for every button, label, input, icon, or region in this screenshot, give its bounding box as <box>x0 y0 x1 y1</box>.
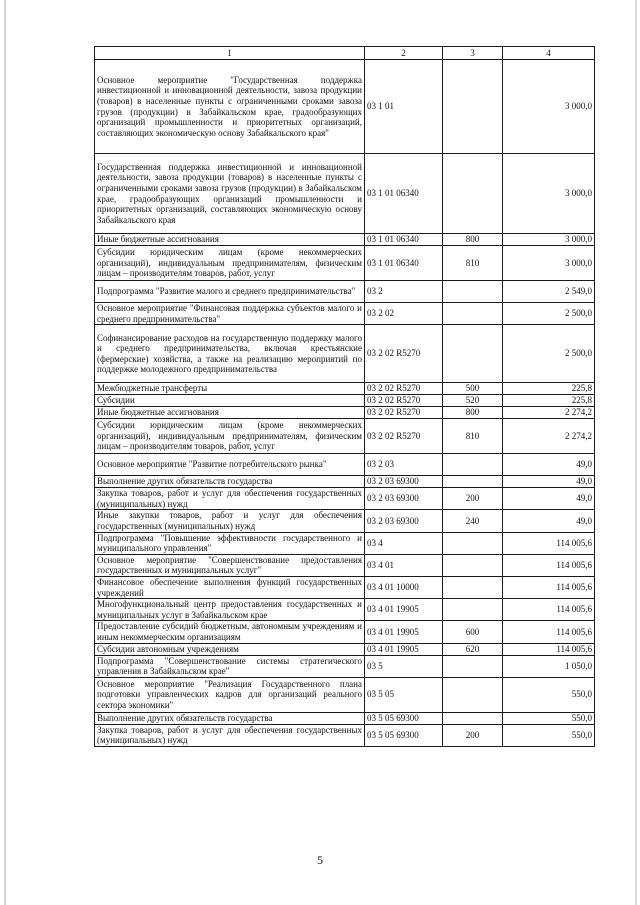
row-expense-type: 810 <box>443 246 503 281</box>
table-body <box>95 60 595 747</box>
row-expense-type <box>443 476 503 488</box>
row-amount: 2 500,0 <box>503 325 595 383</box>
row-code: 03 4 01 19905 <box>365 599 443 621</box>
row-code: 03 4 01 19905 <box>365 643 443 655</box>
row-code: 03 2 03 69300 <box>365 476 443 488</box>
row-expense-type <box>443 677 503 712</box>
budget-table <box>94 46 595 747</box>
row-expense-type <box>443 60 503 154</box>
header-col-3: 3 <box>443 47 503 60</box>
row-code: 03 1 01 06340 <box>365 234 443 246</box>
row-expense-type <box>443 454 503 476</box>
header-col-4: 4 <box>503 47 595 60</box>
row-amount: 550,0 <box>503 677 595 712</box>
row-name: Иные бюджетные ассигнования <box>95 407 365 419</box>
row-expense-type <box>443 712 503 724</box>
row-code: 03 1 01 06340 <box>365 154 443 234</box>
row-expense-type: 800 <box>443 234 503 246</box>
table-row <box>95 303 595 325</box>
row-expense-type: 500 <box>443 383 503 395</box>
row-expense-type <box>443 281 503 303</box>
row-expense-type <box>443 303 503 325</box>
table-row <box>95 655 595 677</box>
row-amount: 3 000,0 <box>503 154 595 234</box>
row-code: 03 2 03 69300 <box>365 510 443 532</box>
row-amount: 49,0 <box>503 510 595 532</box>
header-col-2: 2 <box>365 47 443 60</box>
table-row <box>95 532 595 554</box>
table-row <box>95 383 595 395</box>
table-row <box>95 576 595 598</box>
table-row <box>95 554 595 576</box>
scan-edge-right <box>635 0 637 905</box>
row-expense-type <box>443 576 503 598</box>
row-name: Субсидии автономным учреждениям <box>95 643 365 655</box>
row-code: 03 5 05 69300 <box>365 712 443 724</box>
row-name: Выполнение других обязательств государства <box>95 476 365 488</box>
row-expense-type: 200 <box>443 724 503 746</box>
row-amount: 2 500,0 <box>503 303 595 325</box>
row-code: 03 2 03 <box>365 454 443 476</box>
table-row <box>95 395 595 407</box>
scan-edge-left <box>4 0 6 905</box>
table-row <box>95 510 595 532</box>
row-name: Закупка товаров, работ и услуг для обеспечения государственных (муниципальных) нужд <box>95 724 365 746</box>
row-code: 03 2 02 R5270 <box>365 395 443 407</box>
row-code: 03 1 01 <box>365 60 443 154</box>
row-expense-type <box>443 532 503 554</box>
table-row <box>95 154 595 234</box>
row-name: Субсидии <box>95 395 365 407</box>
row-name: Основное мероприятие "Финансовая поддержка субъектов малого и среднего предпринимательства" <box>95 303 365 325</box>
row-expense-type: 800 <box>443 407 503 419</box>
row-expense-type: 520 <box>443 395 503 407</box>
row-amount: 2 274,2 <box>503 407 595 419</box>
row-expense-type <box>443 599 503 621</box>
row-amount: 114 005,6 <box>503 532 595 554</box>
row-code: 03 2 02 R5270 <box>365 407 443 419</box>
row-amount: 2 549,0 <box>503 281 595 303</box>
row-amount: 114 005,6 <box>503 643 595 655</box>
row-amount: 3 000,0 <box>503 60 595 154</box>
row-code: 03 2 02 R5270 <box>365 383 443 395</box>
row-amount: 114 005,6 <box>503 576 595 598</box>
row-amount: 3 000,0 <box>503 234 595 246</box>
table-row <box>95 724 595 746</box>
row-code: 03 5 05 69300 <box>365 724 443 746</box>
table-row <box>95 643 595 655</box>
table-row <box>95 419 595 454</box>
table-row <box>95 476 595 488</box>
row-code: 03 2 <box>365 281 443 303</box>
row-code: 03 1 01 06340 <box>365 246 443 281</box>
row-expense-type <box>443 325 503 383</box>
table-header-row <box>95 47 595 60</box>
row-name: Закупка товаров, работ и услуг для обеспечения государственных (муниципальных) нужд <box>95 488 365 510</box>
row-name: Иные закупки товаров, работ и услуг для обеспечения государственных (муниципальных) нужд <box>95 510 365 532</box>
row-code: 03 2 02 R5270 <box>365 325 443 383</box>
page-number: 5 <box>317 853 323 867</box>
row-expense-type <box>443 655 503 677</box>
row-amount: 49,0 <box>503 454 595 476</box>
row-name: Иные бюджетные ассигнования <box>95 234 365 246</box>
row-name: Предоставление субсидий бюджетным, автономным учреждениям и иным некоммерческим организациям <box>95 621 365 643</box>
row-name: Многофункциональный центр предоставления государственных и муниципальных услуг в Забайкальском крае <box>95 599 365 621</box>
row-expense-type <box>443 554 503 576</box>
row-code: 03 2 02 R5270 <box>365 419 443 454</box>
table-row <box>95 621 595 643</box>
row-amount: 225,8 <box>503 383 595 395</box>
row-code: 03 4 <box>365 532 443 554</box>
row-expense-type: 240 <box>443 510 503 532</box>
table-row <box>95 325 595 383</box>
row-amount: 3 000,0 <box>503 246 595 281</box>
row-code: 03 4 01 19905 <box>365 621 443 643</box>
table-row <box>95 488 595 510</box>
header-col-1: 1 <box>95 47 365 60</box>
row-name: Основное мероприятие "Совершенствование предоставления государственных и муниципальных услуг" <box>95 554 365 576</box>
row-name: Субсидии юридическим лицам (кроме некоммерческих организаций), индивидуальным предпринимателям, физическим лицам – производителям товаров, работ, услуг <box>95 419 365 454</box>
row-expense-type: 620 <box>443 643 503 655</box>
row-name: Финансовое обеспечение выполнения функций государственных учреждений <box>95 576 365 598</box>
row-name: Подпрограмма "Повышение эффективности государственного и муниципального управления" <box>95 532 365 554</box>
table-row <box>95 246 595 281</box>
row-amount: 114 005,6 <box>503 599 595 621</box>
row-amount: 550,0 <box>503 724 595 746</box>
row-amount: 2 274,2 <box>503 419 595 454</box>
table-row <box>95 60 595 154</box>
table-row <box>95 407 595 419</box>
table-row <box>95 599 595 621</box>
row-name: Основное мероприятие "Развитие потребительского рынка" <box>95 454 365 476</box>
row-code: 03 5 <box>365 655 443 677</box>
row-code: 03 5 05 <box>365 677 443 712</box>
row-expense-type: 600 <box>443 621 503 643</box>
row-amount: 49,0 <box>503 488 595 510</box>
row-name: Субсидии юридическим лицам (кроме некоммерческих организаций), индивидуальным предпринимателям, физическим лицам – производителям товаров, работ, услуг <box>95 246 365 281</box>
row-name: Подпрограмма "Совершенствование системы стратегического управления в Забайкальском крае" <box>95 655 365 677</box>
row-code: 03 2 03 69300 <box>365 488 443 510</box>
row-code: 03 2 02 <box>365 303 443 325</box>
table-row <box>95 712 595 724</box>
row-name: Софинансирование расходов на государственную поддержку малого и среднего предпринимательства, включая крестьянские (фермерские) хозяйства, а также на реализацию мероприятий по поддержке молодежного предпринимательства <box>95 325 365 383</box>
row-name: Межбюджетные трансферты <box>95 383 365 395</box>
row-name: Выполнение других обязательств государства <box>95 712 365 724</box>
row-amount: 114 005,6 <box>503 621 595 643</box>
row-amount: 550,0 <box>503 712 595 724</box>
row-code: 03 4 01 10000 <box>365 576 443 598</box>
row-name: Подпрограмма "Развитие малого и среднего предпринимательства" <box>95 281 365 303</box>
row-name: Основное мероприятие "Государственная поддержка инвестиционной и инновационной деятельности, завоза продукции (товаров) в населенные пункты с ограниченными сроками завоза грузов (продукции) в Забайкальском крае, градообразующих организаций промышленности и приоритетных организаций, составляющих экономическую основу Забайкальского края" <box>95 60 365 154</box>
table-row <box>95 234 595 246</box>
table-row <box>95 677 595 712</box>
row-code: 03 4 01 <box>365 554 443 576</box>
row-expense-type <box>443 154 503 234</box>
row-expense-type: 200 <box>443 488 503 510</box>
row-amount: 1 050,0 <box>503 655 595 677</box>
row-amount: 114 005,6 <box>503 554 595 576</box>
row-name: Государственная поддержка инвестиционной и инновационной деятельности, завоза продукции (товаров) в населенные пункты с ограниченными сроками завоза грузов (продукции) в Забайкальском крае, градообразующих организаций промышленности и приоритетных организаций, составляющих экономическую основу Забайкальского края <box>95 154 365 234</box>
table-row <box>95 454 595 476</box>
row-expense-type: 810 <box>443 419 503 454</box>
table-row <box>95 281 595 303</box>
row-amount: 49,0 <box>503 476 595 488</box>
row-amount: 225,8 <box>503 395 595 407</box>
row-name: Основное мероприятие "Реализация Государственного плана подготовки управленческих кадров для организаций реального сектора экономики" <box>95 677 365 712</box>
